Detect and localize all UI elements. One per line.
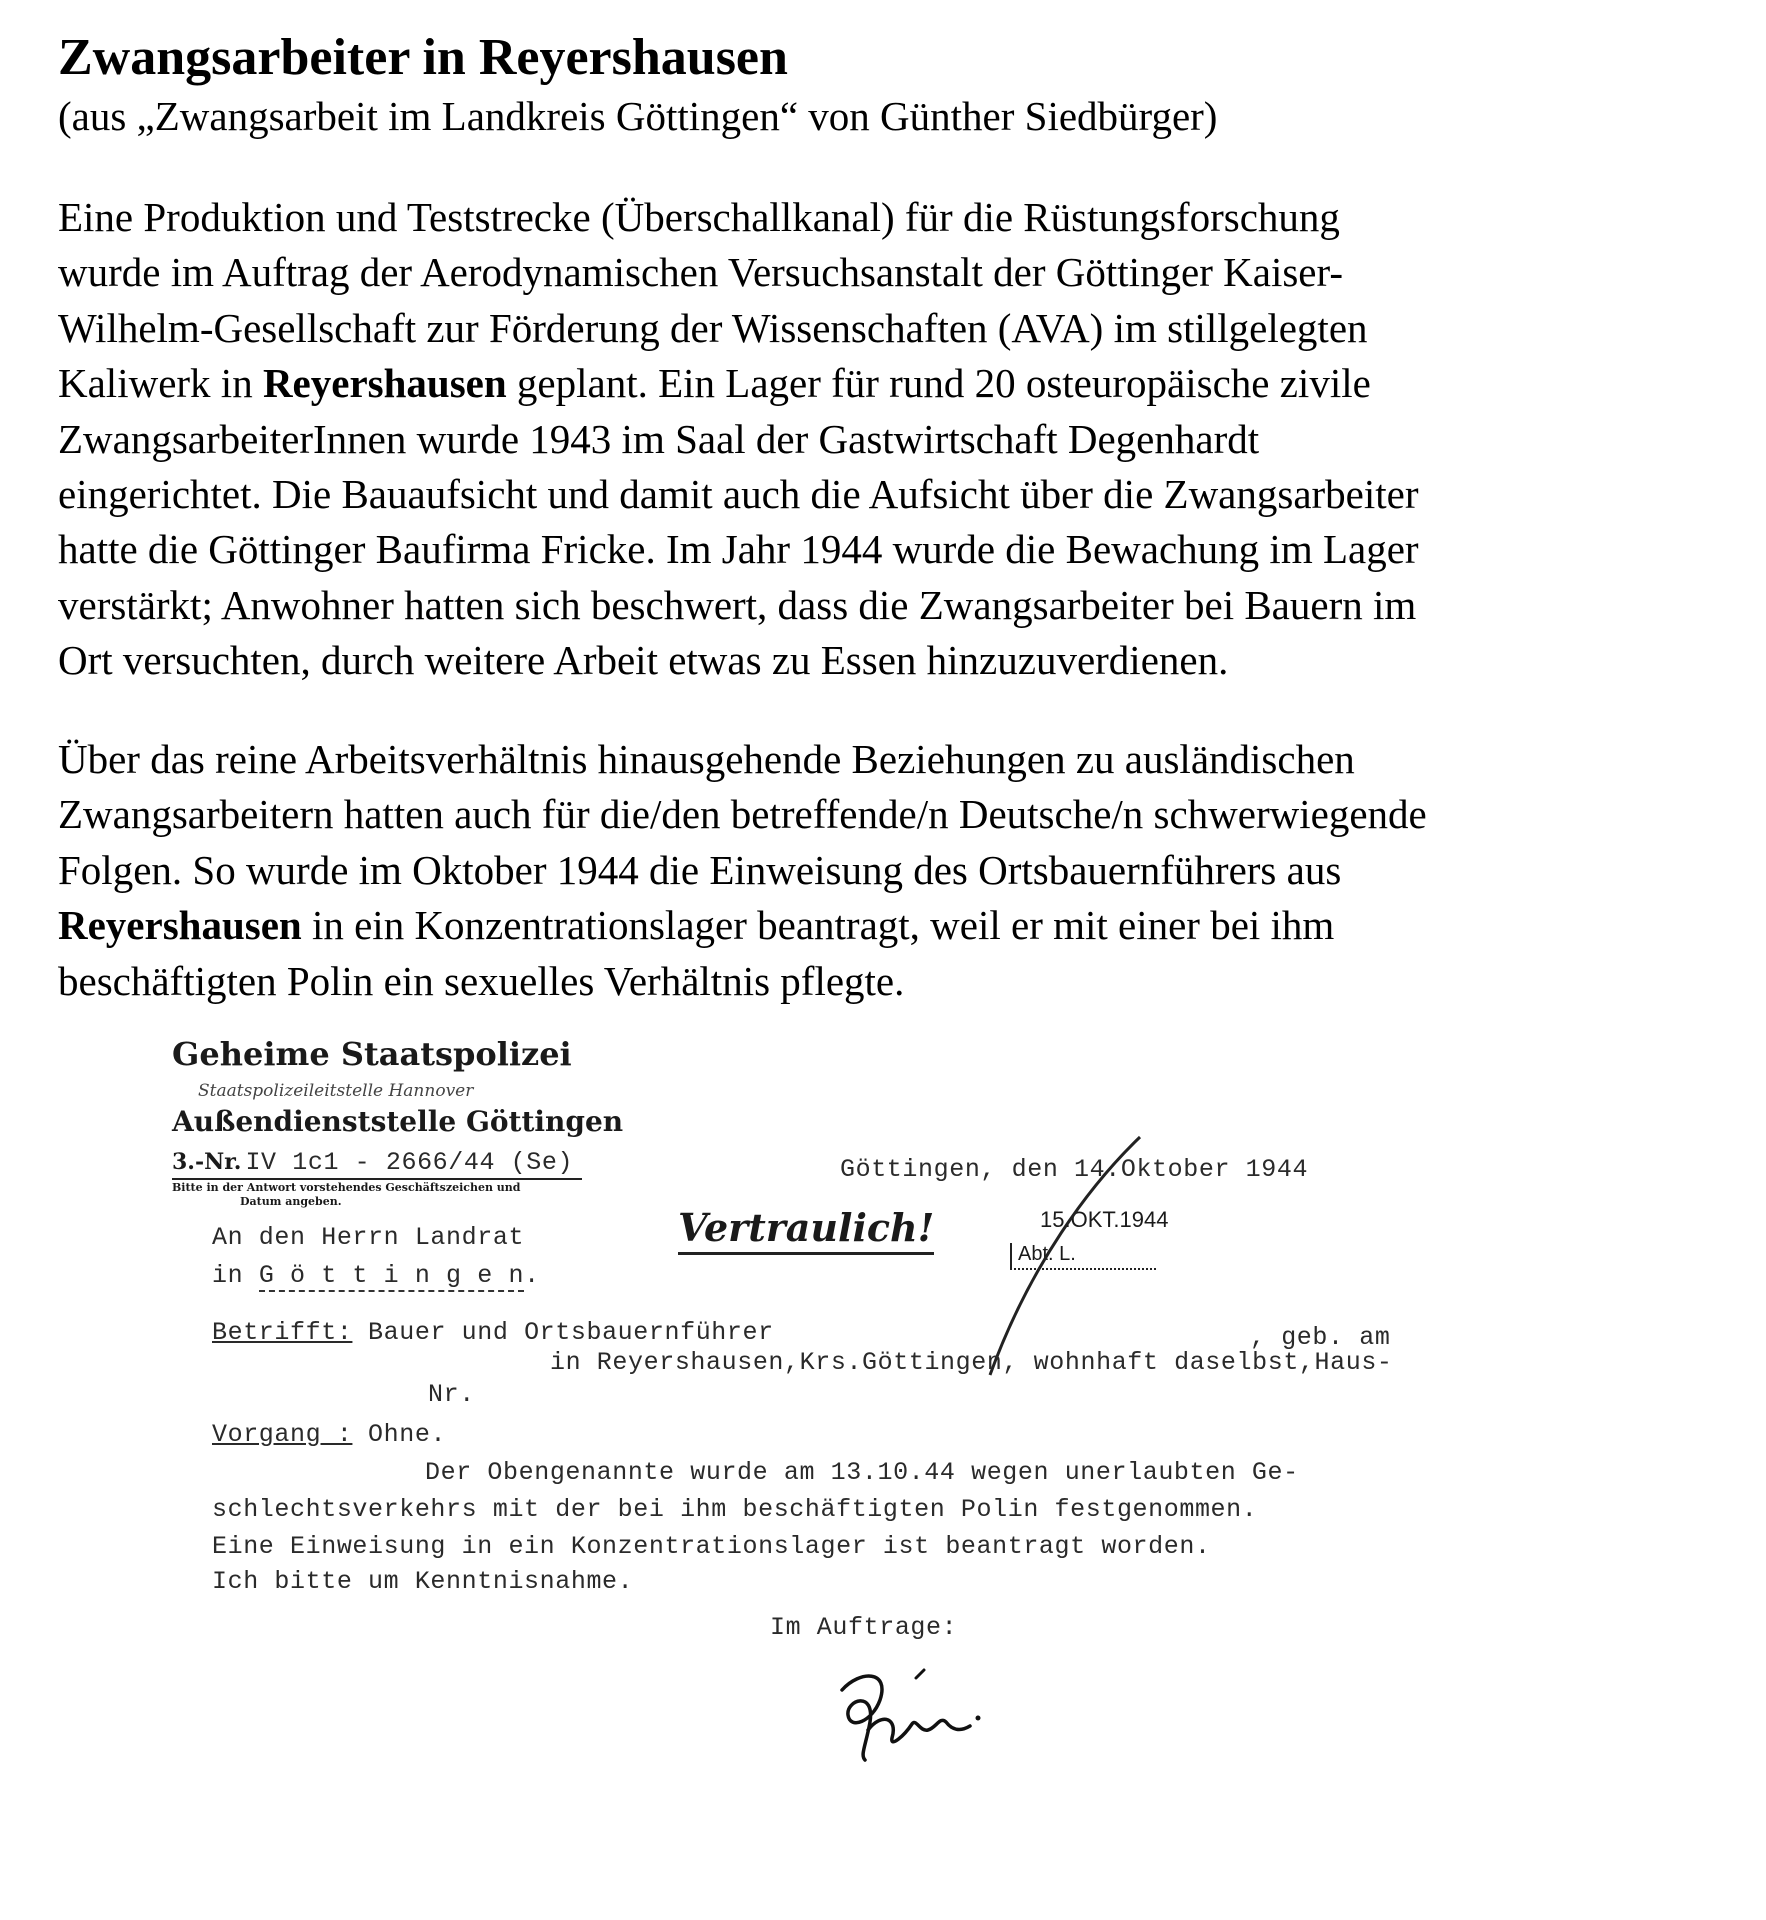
body-line-3: Eine Einweisung in ein Konzentrationslager ist beantragt worden. bbox=[212, 1532, 1211, 1561]
text-run: Bauer und Ortsbauernführer bbox=[368, 1318, 774, 1347]
scanned-gestapo-letter bbox=[160, 1035, 1500, 1890]
paragraph-line: Ort versuchten, durch weitere Arbeit etwas zu Essen hinzuzuverdienen. bbox=[58, 637, 1229, 684]
reference-note: Bitte in der Antwort vorstehendes Geschäftszeichen und bbox=[172, 1181, 521, 1194]
subject-line-1-end: , geb. am bbox=[1250, 1323, 1391, 1352]
text-run: in bbox=[212, 1261, 259, 1290]
paragraph-line bbox=[58, 898, 1718, 953]
closing: Im Auftrage: bbox=[770, 1613, 958, 1642]
paragraph-line: Wilhelm-Gesellschaft zur Förderung der Wissenschaften (AVA) im stillgelegten bbox=[58, 304, 1368, 351]
receipt-stamp-date: 15.OKT.1944 bbox=[1040, 1207, 1169, 1232]
recipient-city: G ö t t i n g e n bbox=[258, 1261, 525, 1290]
paragraph-line bbox=[58, 356, 1718, 411]
body-line-1: Der Obengenannte wurde am 13.10.44 wegen unerlaubten Ge- bbox=[425, 1458, 1299, 1487]
reference-label: 3.-Nr. bbox=[172, 1149, 242, 1175]
pen-stroke-mark bbox=[960, 1125, 1150, 1385]
paragraph-line: hatte die Göttinger Baufirma Fricke. Im Jahr 1944 wurde die Bewachung im Lager bbox=[58, 526, 1419, 573]
paragraph-line: Zwangsarbeitern hatten auch für die/den betreffende/n Deutsche/n schwerwiegende bbox=[58, 791, 1427, 838]
reference-note: Datum angeben. bbox=[240, 1195, 342, 1208]
page-subtitle: (aus „Zwangsarbeit im Landkreis Göttingen“ von Günther Siedbürger) bbox=[58, 93, 1218, 139]
place-date: Göttingen, den 14.Oktober 1944 bbox=[840, 1155, 1309, 1184]
page-title: Zwangsarbeiter in Reyershausen bbox=[58, 29, 788, 86]
reference-number: IV 1c1 - 2666/44 (Se) bbox=[245, 1148, 574, 1177]
paragraph-line: ZwangsarbeiterInnen wurde 1943 im Saal der Gastwirtschaft Degenhardt bbox=[58, 415, 1260, 462]
paragraph-line: wurde im Auftrag der Aerodynamischen Versuchsanstalt der Göttinger Kaiser- bbox=[58, 249, 1343, 296]
place-name-bold: Reyershausen bbox=[58, 902, 302, 949]
recipient-line-1: An den Herrn Landrat bbox=[212, 1223, 525, 1252]
subject-line-3: Nr. bbox=[428, 1380, 475, 1409]
text-run: . bbox=[524, 1261, 540, 1290]
process-label: Vorgang : bbox=[212, 1420, 353, 1449]
body-line-2: schlechtsverkehrs mit der bei ihm beschäftigten Polin festgenommen. bbox=[212, 1495, 1258, 1524]
place-name-bold: Reyershausen bbox=[262, 360, 507, 407]
text-run: Ohne. bbox=[368, 1420, 447, 1449]
text-run: in ein Konzentrationslager beantragt, weil er mit einer bei ihm bbox=[301, 902, 1335, 949]
letterhead-office: Staatspolizeileitstelle Hannover bbox=[198, 1081, 474, 1101]
paragraph-line: verstärkt; Anwohner hatten sich beschwert, dass die Zwangsarbeiter bei Bauern im bbox=[58, 581, 1417, 628]
body-line-4: Ich bitte um Kenntnisnahme. bbox=[212, 1567, 634, 1596]
paragraph-line: Eine Produktion und Teststrecke (Überschallkanal) für die Rüstungsforschung bbox=[58, 194, 1340, 240]
paragraph-line: Über das reine Arbeitsverhältnis hinausgehende Beziehungen zu ausländischen bbox=[58, 736, 1355, 782]
text-run: Kaliwerk in bbox=[58, 360, 263, 407]
paragraph-line: beschäftigten Polin ein sexuelles Verhältnis pflegte. bbox=[58, 957, 905, 1004]
letterhead-branch: Außendienststelle Göttingen bbox=[172, 1105, 624, 1138]
text-run: geplant. Ein Lager für rund 20 osteuropäische zivile bbox=[506, 360, 1371, 407]
subject-line-2: in Reyershausen,Krs.Göttingen, wohnhaft daselbst,Haus- bbox=[550, 1348, 1393, 1377]
signature bbox=[820, 1660, 990, 1770]
receipt-stamp-dept: Abt. L. bbox=[1010, 1243, 1156, 1270]
paragraph-line: eingerichtet. Die Bauaufsicht und damit auch die Aufsicht über die Zwangsarbeiter bbox=[58, 471, 1419, 518]
recipient-line-2 bbox=[212, 1261, 540, 1290]
subject-label: Betrifft: bbox=[212, 1318, 353, 1347]
divider bbox=[172, 1178, 582, 1180]
reference-line bbox=[172, 1148, 573, 1177]
letterhead-agency: Geheime Staatspolizei bbox=[172, 1035, 572, 1073]
subject-line-1 bbox=[212, 1318, 774, 1347]
paragraph-1 bbox=[58, 190, 1718, 689]
paragraph-line: Folgen. So wurde im Oktober 1944 die Einweisung des Ortsbauernführers aus bbox=[58, 846, 1342, 893]
paragraph-2 bbox=[58, 732, 1718, 1009]
confidential-stamp: Vertraulich! bbox=[678, 1205, 934, 1255]
process-line bbox=[212, 1420, 446, 1449]
